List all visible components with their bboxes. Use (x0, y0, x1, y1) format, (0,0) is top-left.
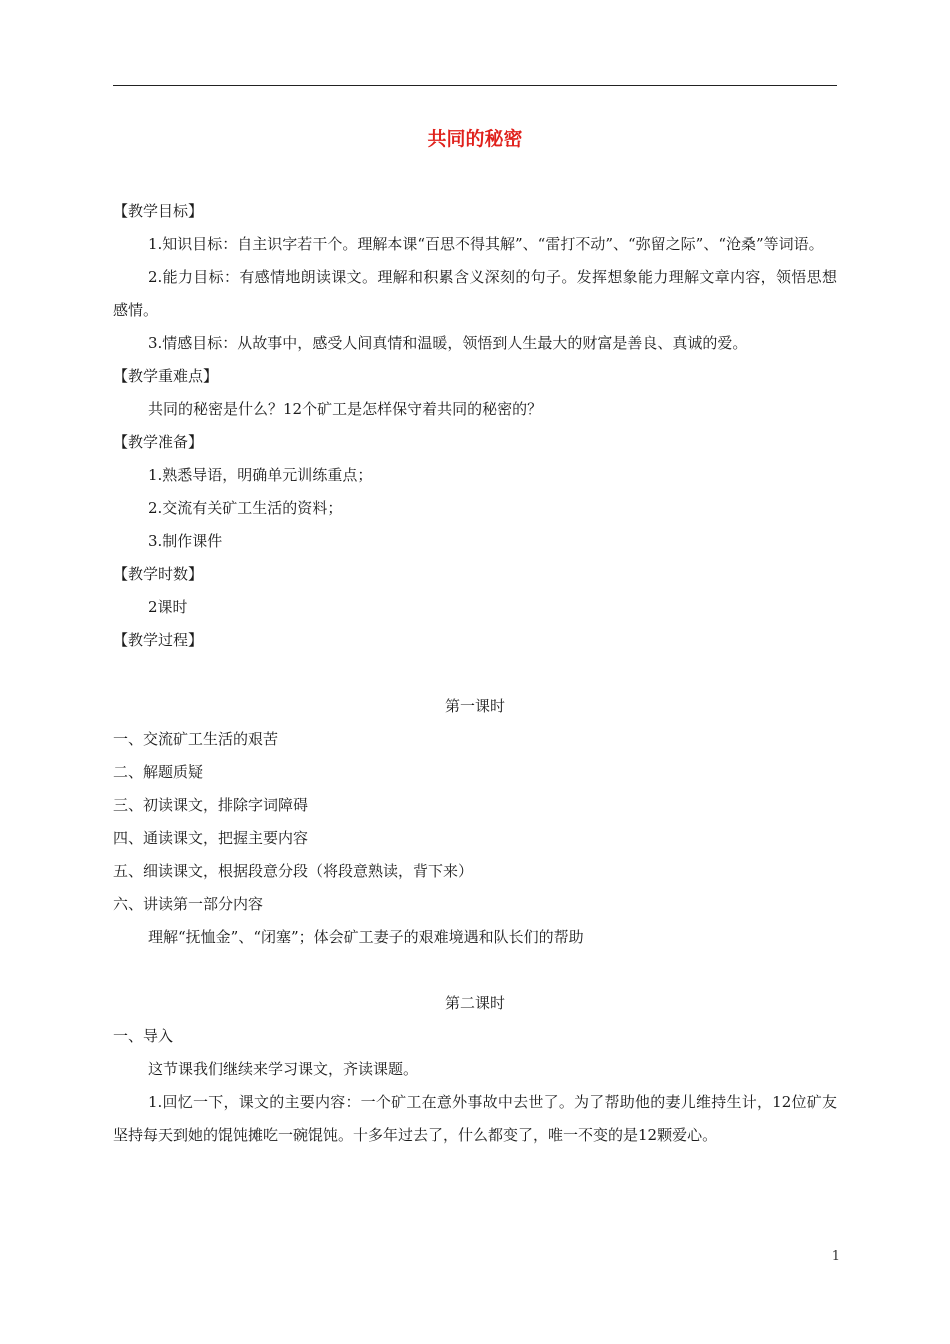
lesson-two-title: 第二课时 (444, 994, 505, 1012)
hours-text: 2课时 (148, 598, 188, 616)
lesson-one-title: 第一课时 (444, 697, 505, 715)
prep-item: 1.熟悉导语，明确单元训练重点； (148, 466, 373, 484)
page-number: 1 (831, 1249, 840, 1264)
spacer (113, 954, 837, 987)
spacer (113, 657, 837, 690)
prep-item: 3.制作课件 (148, 532, 223, 550)
section-heading-process: 【教学过程】 (113, 631, 204, 649)
lesson-step: 三、初读课文，排除字词障碍 (113, 796, 309, 814)
section-heading-preparation: 【教学准备】 (113, 433, 204, 451)
goal-emotion: 3.情感目标：从故事中，感受人间真情和温暖，领悟到人生最大的财富是善良、真诚的爱。 (148, 334, 748, 352)
lesson-two-intro: 这节课我们继续来学习课文，齐读课题。 (148, 1060, 419, 1078)
header-rule (113, 85, 837, 86)
lesson-step: 六、讲读第一部分内容 (113, 895, 264, 913)
section-heading-hours: 【教学时数】 (113, 565, 204, 583)
lesson-step: 五、细读课文，根据段意分段（将段意熟读，背下来） (113, 862, 474, 880)
document-body (113, 195, 837, 1152)
goal-knowledge: 1.知识目标：自主识字若干个。理解本课“百思不得其解”、“雷打不动”、“弥留之际”、“沧桑”等词语。 (148, 235, 824, 253)
document-title: 共同的秘密 (427, 128, 523, 150)
lesson-step: 四、通读课文，把握主要内容 (113, 829, 309, 847)
prep-item: 2.交流有关矿工生活的资料； (148, 499, 343, 517)
lesson-step: 一、导入 (113, 1027, 174, 1045)
section-heading-goals: 【教学目标】 (113, 202, 204, 220)
lesson-one-note: 理解“抚恤金”、“闭塞”；体会矿工妻子的艰难境遇和队长们的帮助 (148, 928, 584, 946)
lesson-step: 二、解题质疑 (113, 763, 204, 781)
section-heading-key-points: 【教学重难点】 (113, 367, 219, 385)
goal-ability: 2.能力目标：有感情地朗读课文。理解和积累含义深刻的句子。发挥想象能力理解文章内容，领悟思想感情。 (113, 268, 837, 319)
key-points-text: 共同的秘密是什么？12个矿工是怎样保守着共同的秘密的？ (148, 400, 543, 418)
lesson-two-recall: 1.回忆一下，课文的主要内容：一个矿工在意外事故中去世了。为了帮助他的妻儿维持生计，12位矿友坚持每天到她的馄饨摊吃一碗馄饨。十多年过去了，什么都变了，唯一不变的是12颗爱心。 (113, 1093, 837, 1144)
lesson-step: 一、交流矿工生活的艰苦 (113, 730, 279, 748)
